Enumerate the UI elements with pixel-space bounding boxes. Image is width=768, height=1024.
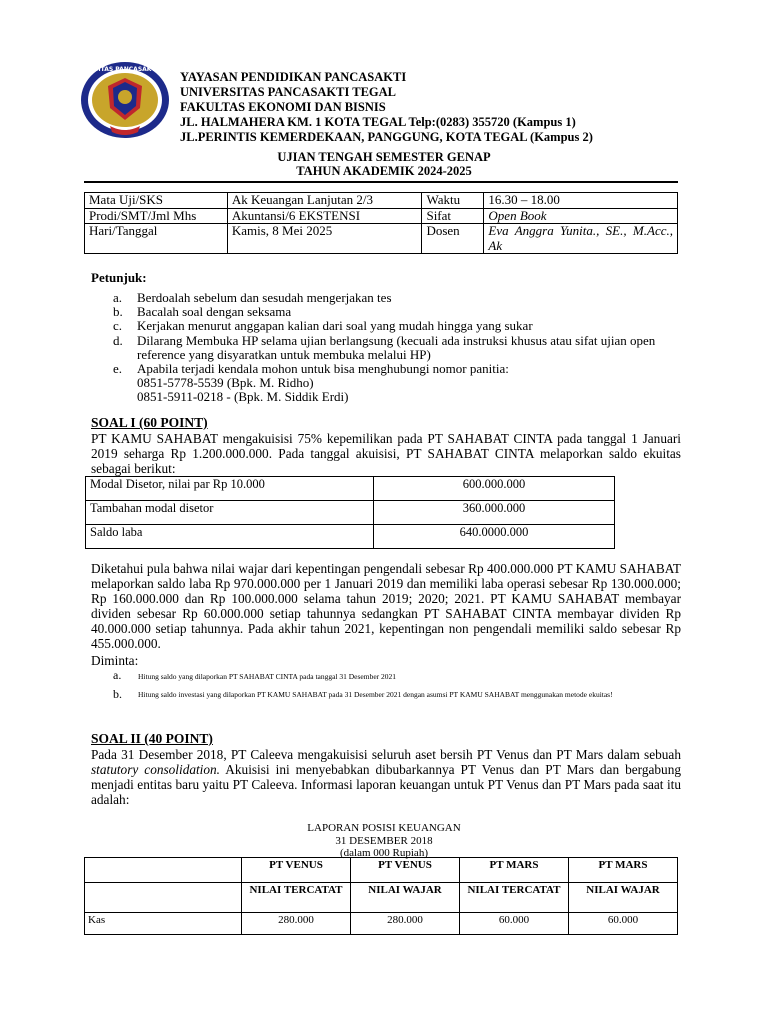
info-row [85, 224, 678, 254]
column-subheader: NILAI TERCATAT [460, 883, 569, 913]
column-header: PT MARS [569, 858, 678, 883]
header-line-university: UNIVERSITAS PANCASAKTI TEGAL [180, 85, 397, 99]
list-marker: a. [113, 668, 122, 682]
institution-header [180, 70, 593, 145]
exam-info-table [84, 192, 678, 254]
statement-title-line: LAPORAN POSISI KEUANGAN [307, 822, 461, 834]
title-divider [84, 181, 678, 183]
contact-list [113, 376, 683, 404]
equity-label: Modal Disetor, nilai par Rp 10.000 [86, 477, 374, 501]
list-marker: d. [113, 332, 123, 348]
instructions-list [113, 291, 683, 405]
list-item [113, 688, 683, 704]
question-2-intro: Pada 31 Desember 2018, PT Caleeva mengakuisisi seluruh aset bersih PT Venus dan PT Mars dalam sebuah statutory consolidation. Akuisisi ini menyebabkan dibubarkannya PT Venus dan PT Mars dan bergabung menjadi entitas baru yaitu PT Caleeva. Informasi laporan keuangan untuk PT Venus dan PT Mars pada saat itu adalah: [91, 747, 682, 807]
table-cell: 280.000 [351, 913, 460, 935]
exam-title [0, 150, 768, 178]
question-1-details: Diketahui pula bahwa nilai wajar dari kepentingan pengendali sebesar Rp 400.000.000 PT KAMU SAHABAT melaporkan saldo laba Rp 970.000.000 per 1 Januari 2019 dan memiliki laba operasi sebesar Rp 130.000.000; Rp 160.000.000 dan Rp 100.000.000 selama tahun 2019; 2020; 2021. PT KAMU SAHABAT membayar dividen sebesar Rp 60.000.000 setiap tahunnya sedangkan PT SAHABAT CINTA membayar dividen Rp 40.000.000 setiap tahunnya. Pada akhir tahun 2021, kepentingan non pengendali memiliki saldo sebesar Rp 455.000.000. [91, 561, 681, 651]
info-label: Hari/Tanggal [85, 224, 228, 254]
info-value: Ak Keuangan Lanjutan 2/3 [227, 193, 422, 209]
list-text: Hitung saldo investasi yang dilaporkan PT KAMU SAHABAT pada 31 Desember 2021 dengan asumsi PT KAMU SAHABAT menggunakan metode ekuitas! [138, 690, 613, 699]
contact-phone: 0851-5778-5539 (Bpk. M. Ridho) [137, 375, 314, 391]
column-header: PT VENUS [351, 858, 460, 883]
equity-value: 360.000.000 [374, 501, 615, 525]
contact-phone: 0851-5911-0218 - (Bpk. M. Siddik Erdi) [137, 389, 349, 405]
statement-date: 31 DESEMBER 2018 [335, 834, 433, 847]
list-item [113, 362, 683, 376]
table-header-row [85, 858, 678, 883]
list-text: Apabila terjadi kendala mohon untuk bisa menghubungi nomor panitia: [137, 361, 509, 377]
table-cell: 280.000 [242, 913, 351, 935]
question-1-asked: Diminta: [91, 653, 139, 668]
column-header: PT VENUS [242, 858, 351, 883]
list-marker: b. [113, 304, 123, 320]
table-cell: 60.000 [460, 913, 569, 935]
info-row [85, 208, 678, 224]
column-subheader: NILAI WAJAR [351, 883, 460, 913]
table-subheader-row [85, 883, 678, 913]
info-value: Kamis, 8 Mei 2025 [227, 224, 422, 254]
list-item [113, 319, 683, 333]
table-cell: 60.000 [569, 913, 678, 935]
info-value: Akuntansi/6 EKSTENSI [227, 208, 422, 224]
column-subheader: NILAI WAJAR [569, 883, 678, 913]
column-subheader: NILAI TERCATAT [242, 883, 351, 913]
exam-title-line-1: UJIAN TENGAH SEMESTER GENAP [277, 150, 491, 164]
list-text: Bacalah soal dengan seksama [137, 304, 292, 320]
exam-title-line-2: TAHUN AKADEMIK 2024-2025 [296, 164, 472, 178]
list-marker: e. [113, 361, 123, 377]
list-item [113, 291, 683, 305]
university-logo [68, 60, 182, 140]
question-1-tasks [113, 670, 683, 704]
equity-table [85, 476, 615, 549]
list-marker: b. [113, 687, 122, 701]
question-1-intro: PT KAMU SAHABAT mengakuisisi 75% kepemilikan pada PT SAHABAT CINTA pada tanggal 1 Januari 2019 seharga Rp 1.200.000.000. Pada tanggal akuisisi, PT SAHABAT CINTA melaporkan saldo ekuitas sebagai berikut: [91, 431, 681, 476]
info-value: Open Book [484, 208, 678, 224]
table-row [86, 477, 615, 501]
instructions-title: Petunjuk: [91, 270, 147, 285]
list-text: Berdoalah sebelum dan sesudah mengerjakan tes [137, 290, 392, 305]
info-label: Sifat [422, 208, 484, 224]
equity-value: 600.000.000 [374, 477, 615, 501]
info-row [85, 193, 678, 209]
equity-value: 640.0000.000 [374, 525, 615, 549]
header-line-address-2: JL.PERINTIS KEMERDEKAAN, PANGGUNG, KOTA TEGAL (Kampus 2) [180, 130, 593, 144]
table-row [86, 501, 615, 525]
column-header: PT MARS [460, 858, 569, 883]
list-text: Hitung saldo yang dilaporkan PT SAHABAT CINTA pada tanggal 31 Desember 2021 [138, 672, 397, 681]
list-text: Dilarang Membuka HP selama ujian berlangsung (kecuali ada instruksi khusus atau sifat ujian open reference yang disyaratkan untuk membuka melalui HP) [137, 332, 656, 362]
statement-title [0, 822, 768, 860]
logo-text: UNIVERSITAS PANCASAKTI TEGAL [68, 66, 182, 73]
list-marker: a. [113, 290, 123, 305]
table-cell [85, 883, 242, 913]
info-label: Mata Uji/SKS [85, 193, 228, 209]
info-label: Prodi/SMT/Jml Mhs [85, 208, 228, 224]
table-cell [85, 858, 242, 883]
equity-label: Saldo laba [86, 525, 374, 549]
info-label: Waktu [422, 193, 484, 209]
list-item [113, 334, 683, 362]
list-item [113, 305, 683, 319]
table-row [85, 913, 678, 935]
question-1-title: SOAL I (60 POINT) [91, 415, 208, 430]
financial-position-table [84, 857, 678, 935]
header-line-faculty: FAKULTAS EKONOMI DAN BISNIS [180, 100, 386, 114]
list-marker: c. [113, 318, 123, 334]
header-line-address-1: JL. HALMAHERA KM. 1 KOTA TEGAL Telp:(0283) 355720 (Kampus 1) [180, 115, 576, 129]
table-row [86, 525, 615, 549]
row-label: Kas [85, 913, 242, 935]
list-item [113, 670, 683, 682]
list-text: Kerjakan menurut anggapan kalian dari soal yang mudah hingga yang sukar [137, 318, 533, 334]
statement-unit: (dalam 000 Rupiah) [340, 847, 428, 859]
info-value: Eva Anggra Yunita., SE., M.Acc., Ak [484, 224, 678, 254]
question-2-title: SOAL II (40 POINT) [91, 731, 213, 746]
info-value: 16.30 – 18.00 [484, 193, 678, 209]
info-label: Dosen [422, 224, 484, 254]
header-line-foundation: YAYASAN PENDIDIKAN PANCASAKTI [180, 70, 407, 84]
equity-label: Tambahan modal disetor [86, 501, 374, 525]
